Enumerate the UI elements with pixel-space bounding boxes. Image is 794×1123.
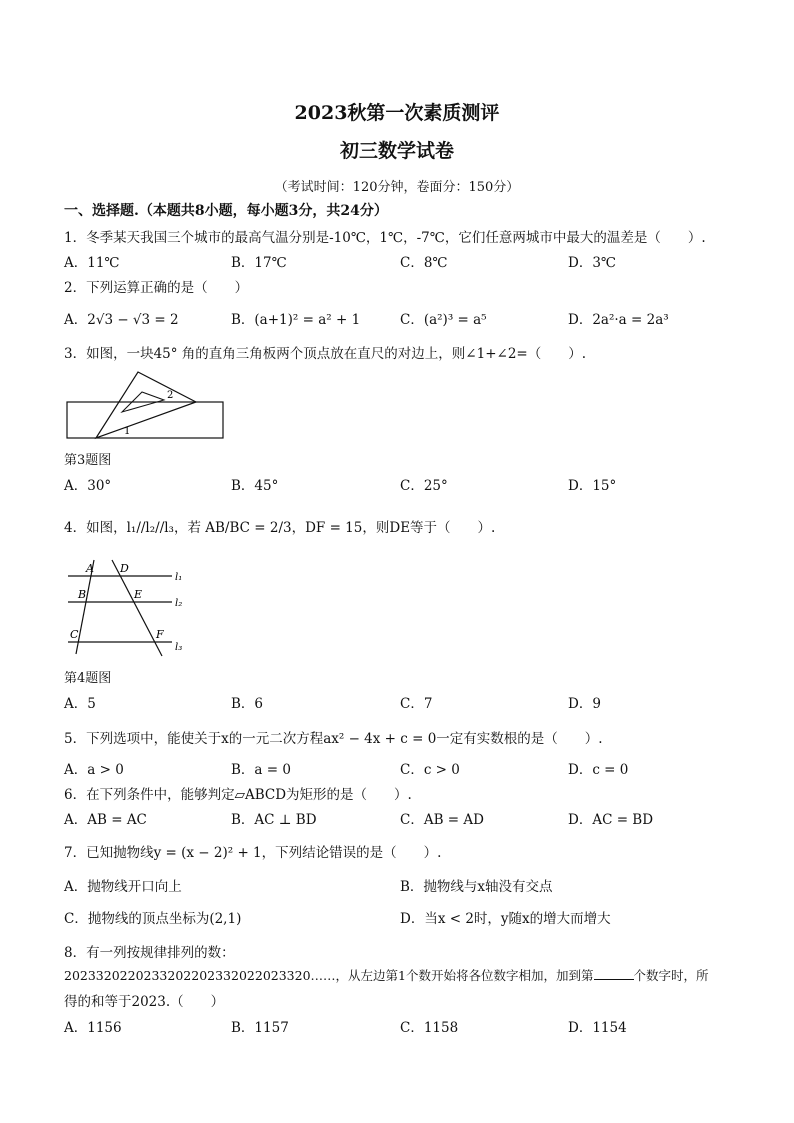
- q7-option-a: A．抛物线开口向上: [64, 879, 182, 895]
- question-8-line3: 得的和等于2023.（ ）: [64, 994, 225, 1010]
- q6-option-c: C．AB = AD: [400, 812, 484, 828]
- point-a: A: [86, 562, 94, 575]
- q1-option-b: B．17℃: [231, 255, 287, 271]
- q8-option-d: D．1154: [568, 1020, 627, 1036]
- angle-2-label: 2: [167, 390, 174, 401]
- q6-option-b: B．AC ⊥ BD: [231, 812, 317, 828]
- label-l2: l₂: [175, 598, 183, 609]
- q3-option-a: A．30°: [64, 478, 112, 494]
- q8-option-b: B．1157: [231, 1020, 289, 1036]
- question-3: 3．如图，一块45° 角的直角三角板两个顶点放在直尺的对边上，则∠1+∠2=（ ）.: [64, 346, 587, 362]
- point-b: B: [78, 588, 87, 601]
- q3-option-d: D．15°: [568, 478, 617, 494]
- q3-caption: 第3题图: [64, 453, 112, 468]
- question-8-line2: [64, 966, 709, 984]
- q7-option-c: C．抛物线的顶点坐标为(2,1): [64, 911, 242, 927]
- q1-option-d: D．3℃: [568, 255, 617, 271]
- question-8: 8．有一列按规律排列的数：: [64, 945, 235, 961]
- q7-option-b: B．抛物线与x轴没有交点: [400, 879, 553, 895]
- figure-q4: [64, 558, 204, 658]
- question-5: 5．下列选项中，能使关于x的一元二次方程ax² − 4x + c = 0一定有实数根的是（ ）.: [64, 731, 603, 747]
- q2-option-d: D．2a²·a = 2a³: [568, 312, 669, 328]
- q8-sequence-text: 2023320220233202202332022023320……，从左边第1个数开始将各位数字相加，加到第: [64, 968, 594, 983]
- q4-option-d: D．9: [568, 696, 601, 712]
- exam-subject: 初三数学试卷: [339, 140, 454, 162]
- q8-option-c: C．1158: [400, 1020, 459, 1036]
- q2-option-a: A．2√3 − √3 = 2: [64, 312, 179, 328]
- question-2: 2．下列运算正确的是（ ）: [64, 280, 249, 296]
- q4-option-a: A．5: [64, 696, 96, 712]
- q7-option-d: D．当x < 2时，y随x的增大而增大: [400, 911, 611, 927]
- q3-option-b: B．45°: [231, 478, 279, 494]
- point-c: C: [70, 628, 79, 641]
- exam-info: （考试时间：120分钟，卷面分：150分）: [274, 180, 520, 195]
- q6-option-d: D．AC = BD: [568, 812, 654, 828]
- question-4: 4．如图，l₁//l₂//l₃，若 AB/BC = 2/3，DF = 15，则DE等于（ ）.: [64, 520, 496, 536]
- angle-1-label: 1: [124, 426, 131, 437]
- section-heading: 一、选择题.（本题共8小题，每小题3分，共24分）: [64, 203, 388, 219]
- question-1: 1．冬季某天我国三个城市的最高气温分别是-10℃，1℃，-7℃，它们任意两城市中最大的温差是（ ）.: [64, 230, 706, 246]
- q4-caption: 第4题图: [64, 671, 112, 686]
- q8-option-a: A．1156: [64, 1020, 122, 1036]
- figure-q3: [64, 368, 234, 444]
- point-f: F: [156, 628, 164, 641]
- question-6: 6．在下列条件中，能够判定▱ABCD为矩形的是（ ）.: [64, 787, 412, 803]
- q5-option-d: D．c = 0: [568, 762, 629, 778]
- q3-option-c: C．25°: [400, 478, 448, 494]
- label-l3: l₃: [175, 642, 183, 653]
- q6-option-a: A．AB = AC: [64, 812, 147, 828]
- answer-blank: [594, 967, 634, 980]
- point-e: E: [134, 588, 143, 601]
- q1-option-c: C．8℃: [400, 255, 448, 271]
- q5-option-b: B．a = 0: [231, 762, 291, 778]
- q2-option-b: B．(a+1)² = a² + 1: [231, 312, 361, 328]
- question-7: 7．已知抛物线y = (x − 2)² + 1，下列结论错误的是（ ）.: [64, 845, 442, 861]
- q4-option-b: B．6: [231, 696, 264, 712]
- q1-option-a: A．11℃: [64, 255, 120, 271]
- q5-option-c: C．c > 0: [400, 762, 460, 778]
- exam-title: 2023秋第一次素质测评: [294, 102, 500, 124]
- point-d: D: [120, 562, 129, 575]
- label-l1: l₁: [175, 572, 183, 583]
- q2-option-c: C．(a²)³ = a⁵: [400, 312, 487, 328]
- q8-sequence-tail: 个数字时，所: [633, 968, 709, 983]
- q5-option-a: A．a > 0: [64, 762, 124, 778]
- q4-option-c: C．7: [400, 696, 433, 712]
